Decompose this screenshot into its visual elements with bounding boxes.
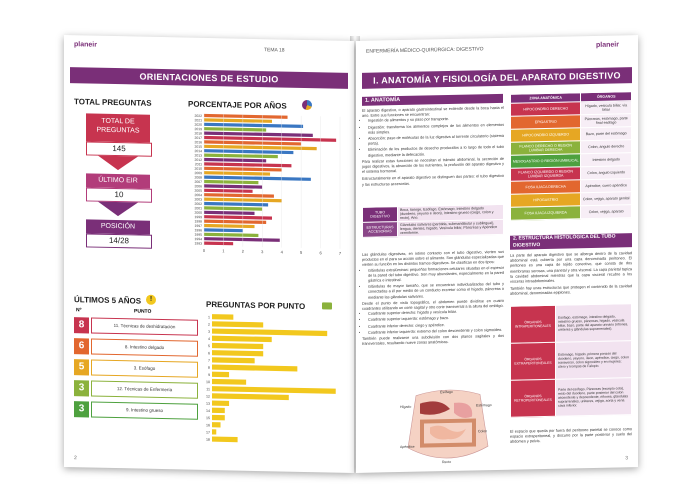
year-bar: [204, 224, 255, 228]
year-bar: [204, 189, 253, 193]
struct-name: TUBO DIGESTIVO: [363, 207, 398, 223]
year-tick-label: 2021: [194, 118, 202, 123]
digestive-diagram: [396, 386, 500, 466]
left-page: [64, 35, 354, 473]
point-bar: [212, 422, 221, 427]
year-tick-label: 2011: [194, 162, 202, 167]
zone-organs: Colon, ángulo izquierdo: [581, 166, 632, 180]
year-tick-label: 1997: [194, 223, 202, 229]
organ-group-name: ÓRGANOS EXTRAPERITONEALES: [511, 342, 556, 380]
year-tick-label: 2020: [194, 122, 202, 127]
year-tick-label: 2008: [194, 175, 202, 180]
zone-organs: Bazo, parte del estómago: [581, 127, 632, 141]
brand-logo: planeir: [596, 41, 619, 49]
ranking-row: [74, 359, 198, 378]
running-head: TEMA 18: [264, 47, 285, 54]
year-tick-label: 2006: [194, 184, 202, 189]
page-number: 2: [74, 455, 77, 462]
organ-group-name: ÓRGANOS RETROPERITONEALES: [511, 379, 556, 417]
organ-group-desc: Estómago, hígado, primera porción del duodeno, yeyuno, íleon, apéndice, ciego, colon transverso, colon sigmoideo y en mujeres: útero y trompas de Falopio.: [556, 341, 632, 380]
glands-text: [362, 250, 504, 347]
year-bar: [204, 233, 258, 237]
table-row: [511, 341, 632, 381]
histology-text: [510, 251, 632, 297]
year-bar: [204, 158, 266, 163]
col-number-header: Nº: [76, 307, 82, 314]
point-tick-label: 9: [208, 372, 210, 378]
point-tick-label: 8: [208, 365, 210, 370]
quadrant-intro: Desde el punto de vista topográfico, el abdomen puede dividirse en cuatro cuadrantes utilizando un corte sagital y otro corte transversal a la altura del ombligo.: [362, 298, 504, 311]
year-tick-label: 2009: [194, 171, 202, 176]
point-tick-label: 15: [206, 416, 210, 421]
ranking-number: 3: [74, 401, 89, 417]
point-bar: [212, 336, 272, 342]
year-bar: [204, 206, 262, 210]
brand-logo: planeir: [74, 41, 97, 49]
points-heading: PREGUNTAS POR PUNTO: [206, 299, 306, 312]
zone-organs: Apéndice, cuero apéndice: [581, 179, 632, 193]
ranking-row: [74, 317, 198, 336]
year-tick-label: 2002: [194, 201, 202, 207]
function-item: • Absorción: paso de moléculas de la luz digestiva al torrente circulatorio (sistema porta).: [368, 134, 504, 147]
zone-name: FOSA ILÍACA DERECHA: [511, 180, 581, 194]
year-bar: [204, 180, 258, 184]
x-tick-label: 2: [241, 248, 244, 254]
x-tick-label: 5: [300, 249, 303, 255]
gland-item: • Glándulas extralúminas: pequeñas formaciones celulares situadas en el espesor de la pared del tubo digestivo. Son muy abundantes, especialmente en la pared gástrica e intestinal.: [368, 265, 504, 283]
last-years-heading: ÚLTIMOS 5 AÑOS: [74, 295, 142, 306]
stat-total-value: 145: [86, 141, 152, 156]
year-bar: [204, 202, 268, 207]
zone-name: HIPOCONDRIO IZQUIERDO: [511, 128, 581, 142]
table-row: [511, 205, 632, 221]
year-bar: [204, 127, 266, 132]
zone-organs: Páncreas, estómago, parte final esófago: [581, 114, 632, 128]
zone-name: EPIGASTRIO: [511, 115, 581, 129]
section-histology-title: 2. ESTRUCTURA HISTOLÓGICA DEL TUBO DIGESTIVO: [510, 233, 632, 250]
table-row: [363, 219, 504, 237]
year-bar: [204, 114, 288, 119]
diagram-label: Estómago: [476, 403, 492, 408]
stat-position-label: POSICIÓN: [86, 219, 150, 234]
year-tick-label: 1995: [194, 232, 202, 237]
point-bar: [212, 314, 233, 320]
point-tick-label: 13: [206, 401, 210, 406]
point-tick-label: 11: [206, 387, 210, 392]
gland-item: • Glándulas de mayor tamaño, que se encuentran individualizadas del tubo y conectadas a él por medio de un conducto excretor como el hígado, páncreas o mediante las glándulas salivares.: [368, 282, 504, 300]
point-tick-label: 16: [206, 423, 210, 428]
year-bar: [204, 153, 278, 158]
stat-total-label: TOTAL DE PREGUNTAS: [86, 113, 150, 142]
funnel-arrow: [98, 202, 138, 217]
total-questions-heading: TOTAL PREGUNTAS: [74, 97, 152, 108]
point-bar: [212, 364, 297, 371]
page-number: 3: [625, 455, 628, 462]
point-bar: [212, 379, 246, 385]
point-tick-label: 3: [208, 329, 210, 334]
year-bar: [204, 162, 291, 167]
function-item: • Eliminación de los productos de desecho producidos a lo largo de todo el tubo digestivo, mediante la defecación.: [368, 145, 504, 158]
year-tick-label: 2019: [194, 127, 202, 132]
warning-icon: !: [146, 295, 156, 305]
ranking-row: [74, 401, 198, 420]
table-row: [511, 304, 632, 344]
quadrant-tail: También puede realizarse una subdivisión con dos planos sagitales y dos transversales, resultando nueve zonas anatómicas.: [362, 333, 504, 347]
zone-name: HIPOCONDRIO DERECHO: [511, 102, 581, 116]
point-bar: [212, 408, 225, 413]
point-bar: [212, 372, 229, 378]
quadrant-item: • Cuadrante superior derecho: hígado y vesícula biliar.: [368, 309, 504, 317]
year-tick-label: 2004: [194, 193, 202, 198]
year-tick-label: 2007: [194, 179, 202, 185]
zone-name: FOSA ILÍACA IZQUIERDA: [511, 206, 581, 220]
year-bar: [204, 215, 272, 220]
col-point-header: PUNTO: [134, 308, 152, 315]
structure-table: [362, 204, 504, 238]
year-bar: [204, 241, 233, 245]
anatomy-para: Estructuralmente en el aparato digestivo se distinguen dos partes: el tubo digestivo y las estructuras accesorias.: [362, 174, 504, 187]
year-bar: [204, 131, 313, 136]
ranking-number: 6: [74, 338, 89, 354]
function-item: • Ingestión de alimentos y su paso por transporte.: [368, 116, 504, 124]
zone-organs: Colon, ángulo derecho: [581, 140, 632, 154]
section-anatomy-title: 1. ANATOMÍA: [362, 94, 503, 106]
zone-organs: Intestino delgado: [581, 153, 632, 167]
year-tick-label: 2014: [194, 149, 202, 154]
running-head: ENFERMERÍA MÉDICO-QUIRÚRGICA: DIGESTIVO: [366, 46, 484, 55]
zone-organs: Colon, vejiga, aparato: [581, 205, 632, 219]
right-page: [356, 35, 638, 473]
zone-organs: Hígado, vesícula biliar, vía biliar: [581, 101, 632, 115]
zone-organs: Colon, vejiga, aparato genital: [581, 192, 632, 206]
anatomy-text: [362, 106, 504, 188]
ranking-label: 9. Intestino grueso: [91, 402, 198, 420]
page-banner: ORIENTACIONES DE ESTUDIO: [70, 67, 348, 89]
ranking-label: 11. Técnicas de deshidratación: [91, 318, 198, 336]
point-tick-label: 14: [206, 408, 210, 414]
year-bar: [204, 184, 262, 188]
quadrant-item: • Cuadrante inferior izquierdo: extremo del colon descendente y colon sigmoideo.: [368, 328, 504, 336]
ranking-label: 3. Esófago: [91, 360, 198, 378]
year-tick-label: 2000: [194, 210, 202, 215]
zone-header: ZONA ANATÓMICA: [511, 93, 581, 103]
diagram-label: Hígado: [400, 404, 412, 410]
percentage-by-year-chart: [186, 112, 346, 263]
glands-intro: Las glándulas digestivas, en íntimo contacto con el tubo digestivo, vierten sus productos en el para su acción sobre el alimento. Son glándulas especializadas que vierten su función en los distintos tramos digestivos. Se clasifican en dos tipos:: [362, 249, 504, 268]
histology-tail: El espacio que queda por fuera del peritoneo parietal se conoce como espacio extraperitoneal, y discurre por la parte posterior y suelo del abdomen y pelvis.: [510, 427, 632, 445]
ranking-label: 12. Técnicas de Enfermería: [91, 381, 198, 399]
percentage-heading: PORCENTAJE POR AÑOS: [188, 99, 287, 111]
point-bar: [212, 321, 263, 327]
year-tick-label: 2022: [194, 113, 202, 119]
year-bar: [204, 140, 301, 145]
ranking-row: [74, 380, 198, 399]
ranking-number: 5: [74, 359, 89, 375]
anatomy-intro: El aparato digestivo, o aparato gastrointestinal se extiende desde la boca hasta el ano. Entre sus funciones se encuentran:: [362, 105, 504, 119]
year-tick-label: 1998: [194, 219, 202, 224]
struct-desc: Glándulas salivares (parótida, submandibular y sublingual), lengua, dientes, hígado, Vesícula biliar, Páncreas y Apéndice vermiforme.: [398, 219, 504, 236]
histology-para: También hay unas estructuras que protegen el contenido de la cavidad abdominal, denominadas epiplones.: [510, 284, 632, 297]
year-tick-label: 2005: [194, 188, 202, 193]
year-bar: [204, 145, 317, 151]
year-bar: [204, 175, 311, 180]
questions-by-point-chart: [204, 312, 344, 455]
point-bar: [212, 400, 229, 406]
x-tick-label: 6: [319, 250, 322, 256]
year-bar: [204, 237, 280, 242]
zone-name: FLANCO DERECHO O REGIÓN LUMBAR DERECHA: [511, 141, 581, 155]
year-tick-label: 2001: [194, 206, 202, 211]
zone-name: MESOGASTRIO O REGIÓN UMBILICAL: [511, 154, 581, 168]
year-tick-label: 2003: [194, 197, 202, 202]
struct-name: ESTRUCTURAS ACCESORIAS: [363, 222, 398, 238]
organs-header: ÓRGANOS: [581, 92, 632, 102]
zone-name: HIPOGASTRIO: [511, 193, 581, 207]
stat-last-value: 10: [86, 187, 152, 202]
point-tick-label: 7: [208, 358, 210, 363]
funnel-arrow: [98, 156, 138, 171]
point-bar: [212, 436, 238, 442]
point-bar: [212, 343, 263, 349]
ranking-number: 3: [74, 380, 89, 396]
table-row: [511, 378, 632, 418]
year-tick-label: 1994: [194, 237, 202, 242]
x-tick-label: 1: [222, 248, 225, 254]
ranking-row: [74, 338, 198, 357]
year-tick-label: 1993: [194, 241, 202, 246]
stat-position-value: 14/28: [86, 233, 152, 248]
point-bar: [212, 357, 255, 363]
point-bar: [212, 350, 263, 356]
year-tick-label: 2015: [194, 144, 202, 149]
diagram-label: Apéndice: [400, 444, 415, 450]
stat-last-label: ÚLTIMO EIR: [86, 173, 150, 188]
diagram-label: Recto: [442, 459, 452, 465]
point-bar: [212, 429, 216, 434]
year-tick-label: 1999: [194, 215, 202, 220]
organ-group-name: ÓRGANOS INTRAPERITONEALES: [511, 305, 556, 343]
year-tick-label: 2012: [194, 157, 202, 163]
diagram-label: Esófago: [440, 389, 453, 395]
year-tick-label: 2010: [194, 166, 202, 171]
struct-desc: Boca, faringe, Esófago, Estómago, Intestino delgado (duodeno, yeyuno e íleon), Intestino grueso (ciego, colon y recto), Ano.: [398, 204, 504, 221]
organ-group-desc: Parte del esófago, Páncreas (excepto cola), resto del duodeno, parte posterior del colon ascendente y descendente, riñones, glándulas suprarrenales, uréteres, vejiga, aorta y vena cava inferior.: [556, 378, 632, 417]
quadrant-item: • Cuadrante superior izquierdo: estómago y bazo.: [368, 315, 504, 323]
x-tick-label: 0: [202, 247, 206, 253]
year-tick-label: 2016: [194, 140, 202, 145]
page-banner: I. ANATOMÍA Y FISIOLOGÍA DEL APARATO DIGESTIVO: [362, 67, 632, 89]
year-bar: [204, 123, 303, 128]
point-tick-label: 18: [206, 437, 210, 442]
organ-group-desc: Esófago, estómago, intestino delgado, intestino grueso, páncreas, hígado, vesícula biliar, bazo, parte del aparato urinario (riñones, uréteres y glándulas suprarrenales).: [556, 304, 632, 343]
year-tick-label: 2017: [194, 135, 202, 141]
year-bar: [204, 118, 272, 123]
x-tick-label: 3: [261, 249, 264, 255]
point-tick-label: 1: [208, 315, 210, 320]
book-icon: [322, 302, 332, 309]
x-tick-label: 4: [280, 249, 283, 255]
year-tick-label: 2013: [194, 153, 202, 158]
point-tick-label: 12: [206, 394, 210, 399]
pie-chart-icon: [302, 100, 312, 110]
anatomy-para: Para realizar estas funciones se necesitan el tránsito abdominal, la secreción de jugos digestivos, la absorción de los nutrientes, la profusión del aparato digestivo y el sistema hormonal.: [362, 156, 504, 175]
point-bar: [212, 386, 336, 394]
point-bar: [212, 415, 225, 420]
diagram-label: Colon: [478, 429, 488, 434]
year-bar: [204, 171, 270, 176]
quadrant-item: • Cuadrante inferior derecho: ciego y apéndice.: [368, 321, 504, 329]
point-tick-label: 5: [208, 344, 210, 349]
year-bar: [204, 149, 293, 154]
zone-name: FLANCO IZQUIERDO O REGIÓN LUMBAR IZQUIERDA: [511, 167, 581, 181]
point-bar: [212, 328, 327, 336]
anatomical-zones-table: [510, 91, 632, 221]
point-tick-label: 4: [208, 336, 210, 342]
point-tick-label: 10: [206, 380, 210, 385]
year-bar: [204, 219, 266, 224]
function-item: • Digestión: transforma los alimentos complejos de los alimentos en elementos más simples.: [368, 122, 504, 135]
point-bar: [212, 393, 289, 400]
year-bar: [204, 211, 255, 215]
x-tick-label: 7: [338, 250, 342, 256]
point-tick-label: 17: [206, 430, 210, 435]
ranking-number: 8: [74, 317, 89, 333]
year-bar: [204, 193, 274, 198]
ranking-label: 8. Intestino delgado: [91, 339, 198, 357]
histology-para: La parte del aparato digestivo que se alberga dentro de la cavidad abdominal está cubierta por una capa denominada peritoneo. El peritoneo es una capa de tejido conectivo, que consta de dos membranas serosas, una parietal y otra visceral. La capa parietal tapiza la cavidad abdominal mientras que la capa visceral recubre a los vísceras intraabdominales.: [510, 251, 632, 284]
year-tick-label: 2018: [194, 131, 202, 136]
peritoneal-organs-table: [510, 303, 632, 418]
year-tick-label: 1996: [194, 228, 202, 233]
point-tick-label: 6: [208, 351, 210, 356]
point-tick-label: 2: [208, 322, 210, 327]
